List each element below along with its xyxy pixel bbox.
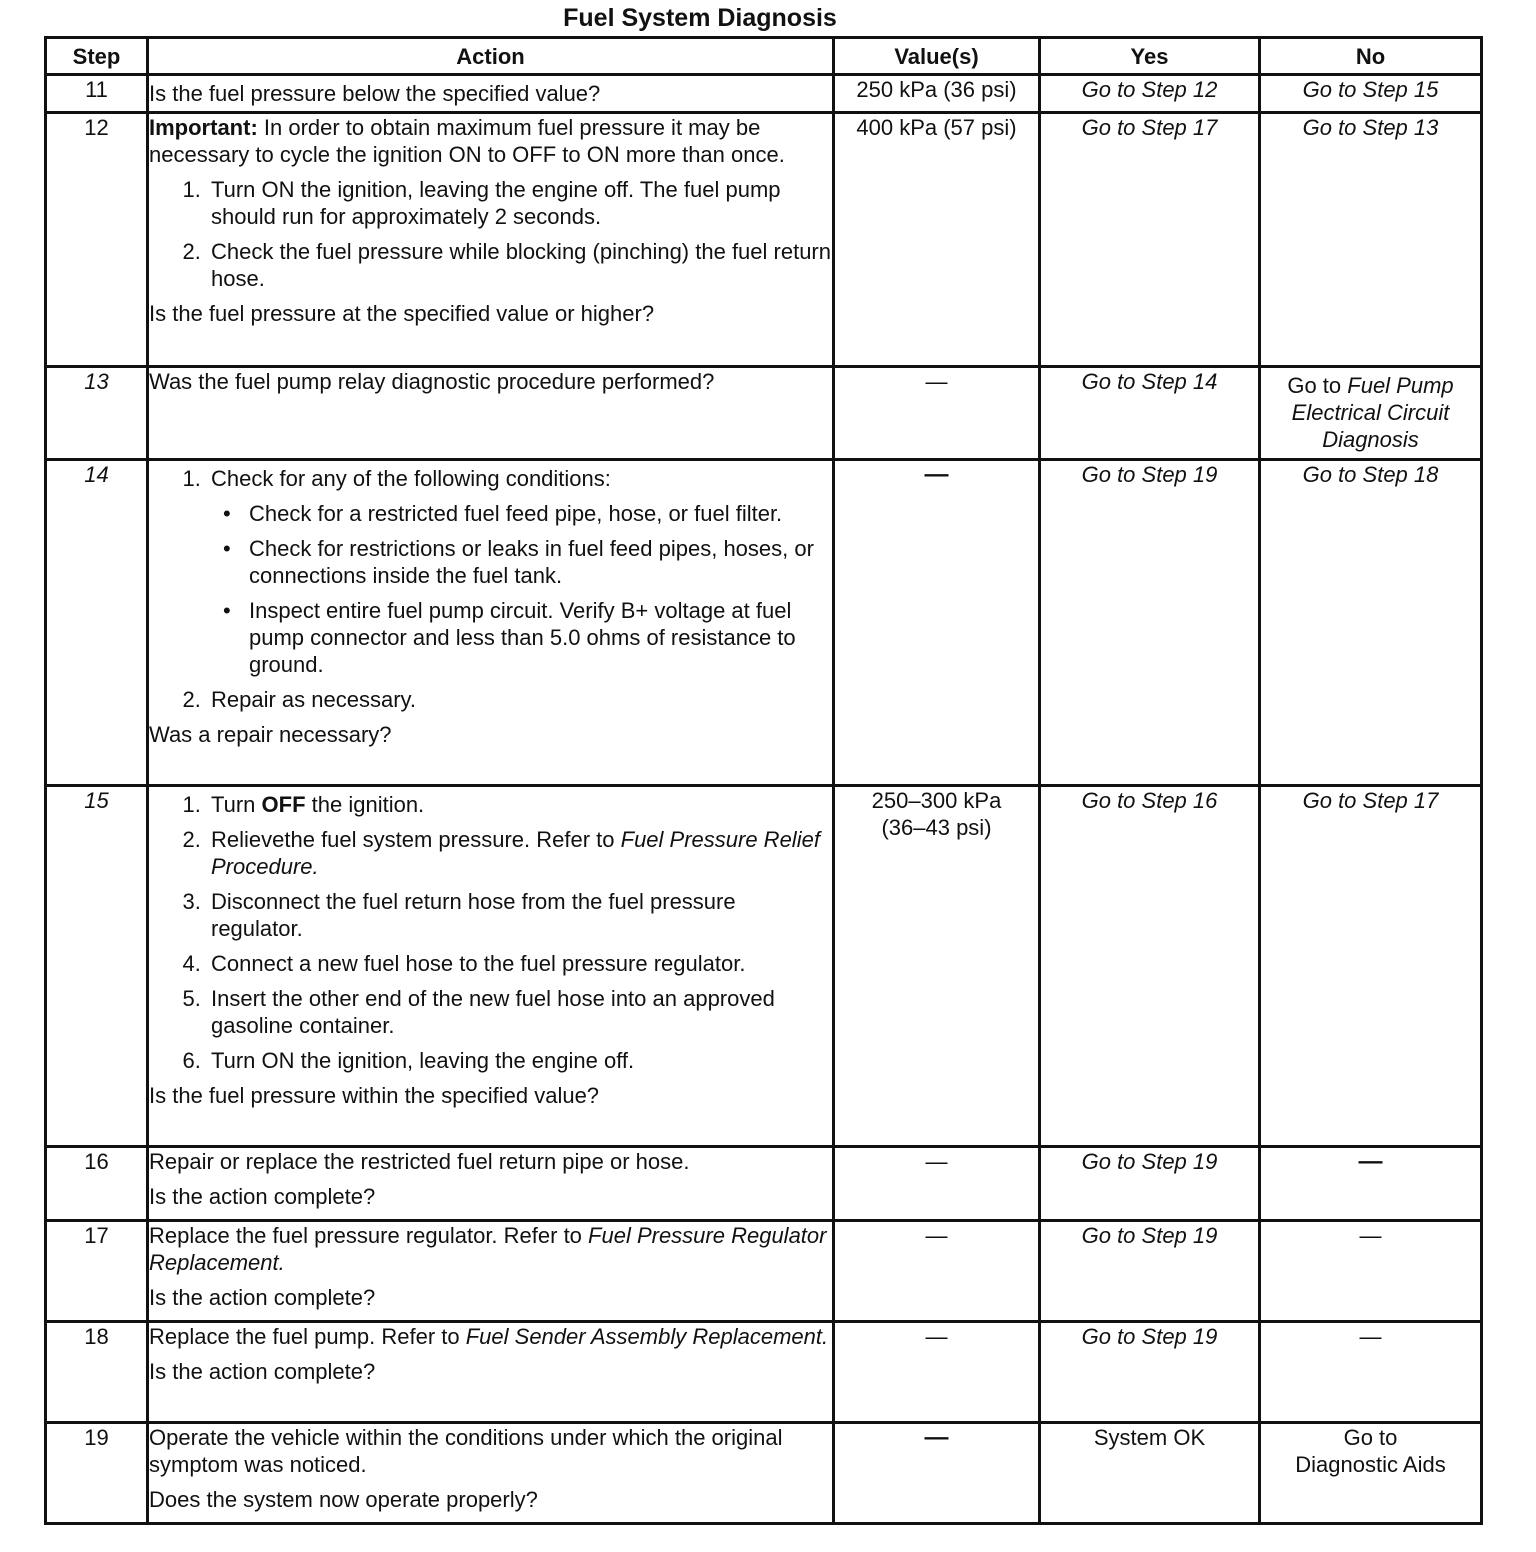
list-item-text: Check for any of the following conditions: bbox=[211, 466, 611, 491]
no-cell bbox=[1260, 113, 1482, 367]
no-dash: — bbox=[1359, 1324, 1382, 1349]
action-cell bbox=[148, 75, 834, 113]
list-item: 6. Turn ON the ignition, leaving the engine off. bbox=[207, 1047, 832, 1074]
important-label: Important: bbox=[149, 115, 258, 140]
yes-link: Go to Step 19 bbox=[1081, 462, 1218, 487]
list-item-text: the ignition. bbox=[305, 792, 425, 817]
yes-link: Go to Step 19 bbox=[1081, 1149, 1218, 1174]
list-item: 4. Connect a new fuel hose to the fuel pressure regulator. bbox=[207, 950, 832, 977]
procedure-list bbox=[149, 465, 832, 713]
value-dash: — bbox=[924, 461, 949, 488]
yes-cell bbox=[1040, 113, 1260, 367]
no-dash: — bbox=[1358, 1148, 1383, 1175]
value-dash: — bbox=[925, 1324, 948, 1349]
step-number: 18 bbox=[46, 1322, 148, 1423]
yes-link: Go to Step 19 bbox=[1081, 1223, 1218, 1248]
value-cell bbox=[834, 786, 1040, 1147]
step-number bbox=[46, 786, 148, 1147]
table-row-step-11 bbox=[46, 75, 1482, 113]
list-item bbox=[207, 826, 832, 880]
value-cell bbox=[834, 1147, 1040, 1221]
no-link: Go to Step 13 bbox=[1302, 115, 1439, 140]
condition-list bbox=[211, 500, 832, 678]
page-title: Fuel System Diagnosis bbox=[563, 4, 837, 32]
yes-cell bbox=[1040, 1147, 1260, 1221]
step-number: 16 bbox=[46, 1147, 148, 1221]
action-question: Is the fuel pressure below the specified value? bbox=[149, 81, 601, 106]
yes-cell bbox=[1040, 1423, 1260, 1524]
action-text bbox=[149, 1323, 832, 1350]
list-item: 3. Disconnect the fuel return hose from the fuel pressure regulator. bbox=[207, 888, 832, 942]
action-cell bbox=[148, 1322, 834, 1423]
important-text: In order to obtain maximum fuel pressure it may be necessary to cycle the ignition ON to OFF to ON more than once. bbox=[149, 115, 785, 167]
action-question: Does the system now operate properly? bbox=[149, 1487, 538, 1512]
yes-link: Go to Step 12 bbox=[1081, 77, 1218, 102]
step-number-text: 14 bbox=[84, 462, 109, 487]
no-cell bbox=[1260, 786, 1482, 1147]
list-item: 1. Turn ON the ignition, leaving the engine off. The fuel pump should run for approximately 2 seconds. bbox=[207, 176, 832, 230]
yes-result: System OK bbox=[1093, 1425, 1206, 1450]
no-link: Go to Step 15 bbox=[1302, 77, 1439, 102]
action-question: Is the action complete? bbox=[149, 1184, 376, 1209]
action-cell bbox=[148, 1147, 834, 1221]
action-question: Is the action complete? bbox=[149, 1359, 376, 1384]
table-row-step-18 bbox=[46, 1322, 1482, 1423]
table-row-step-14 bbox=[46, 460, 1482, 786]
yes-cell bbox=[1040, 75, 1260, 113]
no-cell bbox=[1260, 1322, 1482, 1423]
action-cell bbox=[148, 786, 834, 1147]
action-cell bbox=[148, 113, 834, 367]
header-row bbox=[46, 38, 1482, 75]
value-line: (36–43 psi) bbox=[881, 815, 992, 840]
procedure-reference: Fuel Pressure Relief Procedure. bbox=[211, 827, 820, 879]
bullet-item: • Inspect entire fuel pump circuit. Verify B+ voltage at fuel pump connector and less than 5.0 ohms of resistance to ground. bbox=[245, 597, 832, 678]
value-cell: 250 kPa (36 psi) bbox=[834, 75, 1040, 113]
header-values: Value(s) bbox=[834, 38, 1040, 75]
no-cell bbox=[1260, 367, 1482, 460]
action-text: Operate the vehicle within the conditions under which the original symptom was noticed. bbox=[149, 1425, 783, 1477]
step-number: 17 bbox=[46, 1221, 148, 1322]
yes-link: Go to Step 17 bbox=[1081, 115, 1218, 140]
list-item-emphasis: OFF bbox=[261, 792, 306, 817]
procedure-reference: Fuel Sender Assembly Replacement. bbox=[465, 1324, 829, 1349]
step-number: 12 bbox=[46, 113, 148, 367]
no-cell bbox=[1260, 1147, 1482, 1221]
bullet-item: • Check for restrictions or leaks in fuel feed pipes, hoses, or connections inside the fuel tank. bbox=[245, 535, 832, 589]
no-link-line: Go to bbox=[1343, 1425, 1398, 1450]
step-number: 19 bbox=[46, 1423, 148, 1524]
bullet-item: • Check for a restricted fuel feed pipe, hose, or fuel filter. bbox=[245, 500, 832, 527]
table-row-step-19 bbox=[46, 1423, 1482, 1524]
yes-cell bbox=[1040, 786, 1260, 1147]
value-dash: — bbox=[925, 1223, 948, 1248]
value-cell: 400 kPa (57 psi) bbox=[834, 113, 1040, 367]
action-question: Was the fuel pump relay diagnostic procedure performed? bbox=[149, 369, 715, 394]
list-item: 2. Repair as necessary. bbox=[207, 686, 832, 713]
step-number-text: 15 bbox=[84, 788, 109, 813]
value-cell bbox=[834, 1322, 1040, 1423]
action-text-part: Replace the fuel pressure regulator. Refer to bbox=[149, 1223, 589, 1248]
header-no: No bbox=[1260, 38, 1482, 75]
no-cell bbox=[1260, 1221, 1482, 1322]
action-question: Is the action complete? bbox=[149, 1285, 376, 1310]
yes-cell bbox=[1040, 1221, 1260, 1322]
no-cell bbox=[1260, 1423, 1482, 1524]
step-number bbox=[46, 367, 148, 460]
no-dash: — bbox=[1359, 1223, 1382, 1248]
value-cell bbox=[834, 367, 1040, 460]
action-text-part: Replace the fuel pump. Refer to bbox=[149, 1324, 466, 1349]
yes-link: Go to Step 19 bbox=[1081, 1324, 1218, 1349]
action-cell bbox=[148, 460, 834, 786]
procedure-reference: Fuel Pressure Regulator Replacement. bbox=[149, 1223, 827, 1275]
action-cell bbox=[148, 367, 834, 460]
action-text: Repair or replace the restricted fuel return pipe or hose. bbox=[149, 1149, 690, 1174]
step-number-text: 13 bbox=[84, 369, 109, 394]
list-item-text: Turn bbox=[211, 792, 262, 817]
no-link: Go to Step 17 bbox=[1302, 788, 1439, 813]
no-cell bbox=[1260, 460, 1482, 786]
action-text bbox=[149, 1222, 832, 1276]
diagnosis-table bbox=[44, 36, 1483, 1525]
value-cell bbox=[834, 1423, 1040, 1524]
action-question: Is the fuel pressure within the specified value? bbox=[149, 1083, 600, 1108]
yes-cell bbox=[1040, 367, 1260, 460]
action-cell bbox=[148, 1423, 834, 1524]
yes-cell bbox=[1040, 460, 1260, 786]
step-number bbox=[46, 460, 148, 786]
no-link-ref: Fuel Pump Electrical Circuit Diagnosis bbox=[1291, 373, 1454, 452]
yes-link: Go to Step 14 bbox=[1081, 369, 1218, 394]
value-dash: — bbox=[924, 1424, 949, 1451]
table-row-step-16 bbox=[46, 1147, 1482, 1221]
value-cell bbox=[834, 460, 1040, 786]
yes-link: Go to Step 16 bbox=[1081, 788, 1218, 813]
table-row-step-13 bbox=[46, 367, 1482, 460]
value-dash: — bbox=[925, 1149, 948, 1174]
table-row-step-12 bbox=[46, 113, 1482, 367]
header-yes: Yes bbox=[1040, 38, 1260, 75]
no-link-line: Diagnostic Aids bbox=[1295, 1452, 1446, 1477]
list-item-text: Relievethe fuel system pressure. Refer to bbox=[211, 827, 621, 852]
header-step: Step bbox=[46, 38, 148, 75]
procedure-list bbox=[149, 176, 832, 292]
value-dash: — bbox=[925, 369, 948, 394]
list-item: 2. Check the fuel pressure while blocking (pinching) the fuel return hose. bbox=[207, 238, 832, 292]
table-row-step-15 bbox=[46, 786, 1482, 1147]
no-link: Go to Step 18 bbox=[1302, 462, 1439, 487]
action-question: Was a repair necessary? bbox=[149, 722, 392, 747]
header-action: Action bbox=[148, 38, 834, 75]
list-item: 5. Insert the other end of the new fuel hose into an approved gasoline container. bbox=[207, 985, 832, 1039]
step-number: 11 bbox=[46, 75, 148, 113]
action-cell bbox=[148, 1221, 834, 1322]
value-line: 250–300 kPa bbox=[871, 788, 1002, 813]
no-link-prefix: Go to bbox=[1287, 373, 1348, 398]
yes-cell bbox=[1040, 1322, 1260, 1423]
table-row-step-17 bbox=[46, 1221, 1482, 1322]
procedure-list bbox=[149, 791, 832, 1074]
list-item bbox=[207, 465, 832, 678]
value-cell bbox=[834, 1221, 1040, 1322]
important-note bbox=[149, 114, 832, 168]
list-item bbox=[207, 791, 832, 818]
no-cell bbox=[1260, 75, 1482, 113]
action-question: Is the fuel pressure at the specified value or higher? bbox=[149, 301, 655, 326]
